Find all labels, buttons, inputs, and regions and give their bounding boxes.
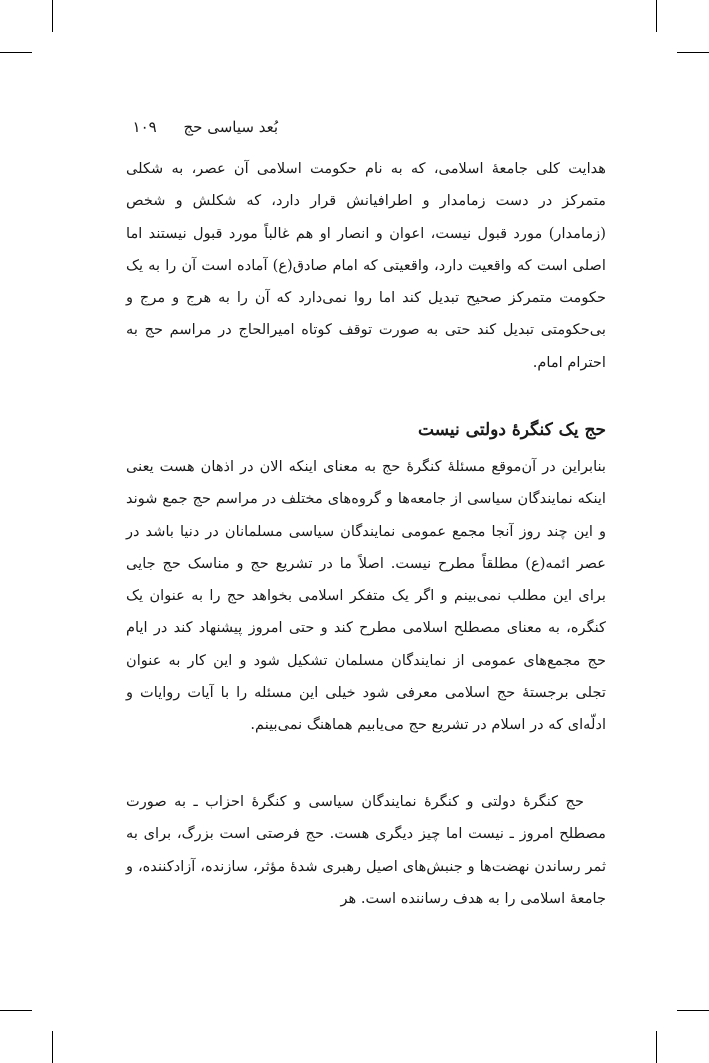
page-number: ۱۰۹ [132, 118, 157, 136]
crop-mark-bottom-left-horizontal [0, 1010, 32, 1011]
crop-mark-bottom-right-vertical [656, 1031, 657, 1063]
crop-mark-top-right-horizontal [677, 52, 709, 53]
paragraph-3: حج کنگرهٔ دولتی و کنگرهٔ نمایندگان سیاسی و کنگرهٔ احزاب ـ به صورت مصطلح امروز ـ نیست اما چیز دیگری هست. حج فرصتی است بزرگ، برای به ثمر رساندن نهضت‌ها و جنبش‌های اصیل رهبری شدهٔ مؤثر، سازنده، آزادکننده، و جامعهٔ اسلامی را به هدف رساننده است. هر [126, 793, 606, 907]
paragraph-1: هدایت کلی جامعهٔ اسلامی، که به نام حکومت اسلامی آن عصر، به شکلی متمرکز در دست زمامدار و اطرافیانش قرار دارد، که شکلش و شخص (زمامدار) مورد قبول نیست، اعوان و انصار او هم غالباً مورد قبول نیستند اما اصلی است که واقعیت دارد، واقعیتی که امام صادق(ع) آماده است آن را به یک حکومت متمرکز صحیح تبدیل کند اما روا نمی‌دارد که آن را به هرج و مرج و بی‌حکومتی تبدیل کند حتی به صورت توقف کوتاه امیرالحاج در مراسم حج به احترام امام. [126, 160, 606, 371]
crop-mark-top-right-vertical [656, 0, 657, 32]
running-head-title: بُعد سیاسی حج [183, 118, 278, 136]
paragraph-3-block [126, 786, 606, 915]
crop-mark-bottom-left-vertical [52, 1031, 53, 1063]
crop-mark-top-left-vertical [52, 0, 53, 32]
section-heading: حج یک کنگرهٔ دولتی نیست [418, 420, 606, 440]
crop-mark-bottom-right-horizontal [677, 1010, 709, 1011]
paragraph-2-block [126, 451, 606, 742]
paragraph-2: بنابراین در آن‌موقع مسئلهٔ کنگرهٔ حج به معنای اینکه الان در اذهان هست یعنی اینکه نمایندگان سیاسی از جامعه‌ها و گروه‌های مختلف در مراسم حج جمع شوند و این چند روز آنجا مجمع عمومی نمایندگان سیاسی مسلمانان در دنیا باشد در عصر ائمه(ع) مطلقاً مطرح نیست. اصلاً ما در تشریع حج و مناسک حج جایی برای این مطلب نمی‌بینم و اگر یک متفکر اسلامی بخواهد حج را به عنوان یک کنگره، به معنای مصطلح اسلامی مطرح کند و حتی امروز پیشنهاد کند در ایام حج مجمع‌های عمومی از نمایندگان مسلمان تشکیل شود و این کار به عنوان تجلی برجستهٔ حج اسلامی معرفی شود خیلی این مسئله را با آیات روایات و ادلّه‌ای که در اسلام در تشریع حج می‌یابیم هماهنگ نمی‌بینم. [126, 458, 606, 734]
crop-mark-top-left-horizontal [0, 52, 32, 53]
paragraph-1-block [126, 153, 606, 379]
running-head [128, 118, 278, 136]
